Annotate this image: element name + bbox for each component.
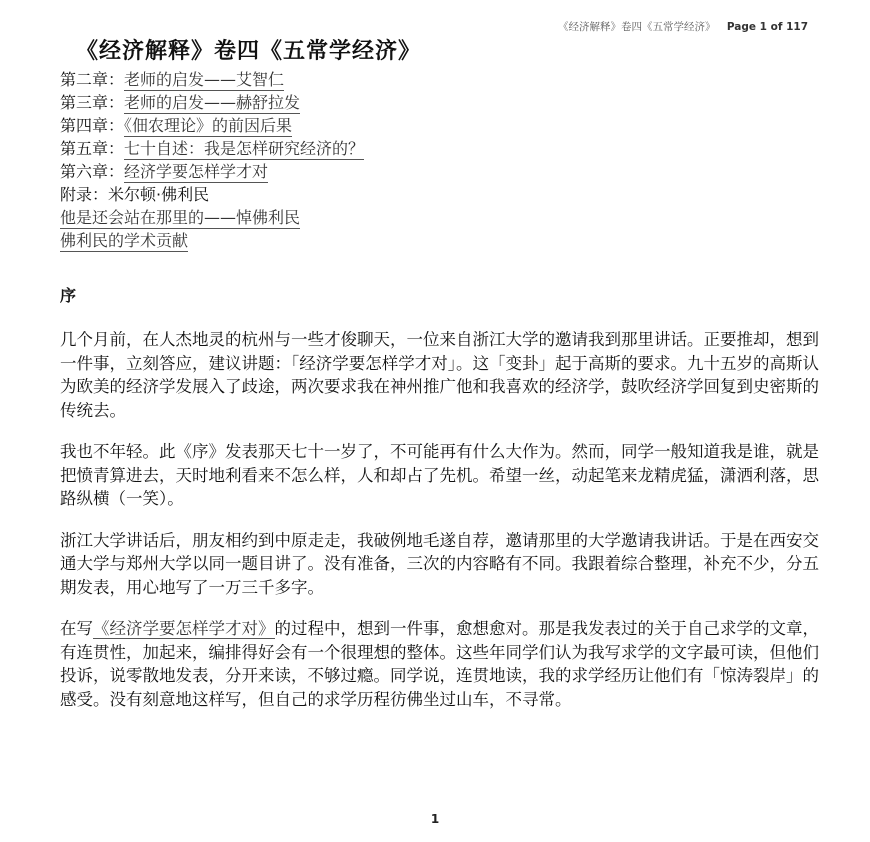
toc-appendix-heading [60, 183, 830, 206]
toc-chapter-number: 第三章： [60, 93, 125, 112]
paragraph [60, 617, 820, 711]
page-header [558, 19, 808, 34]
section-heading-preface: 序 [60, 286, 77, 305]
toc-chapter-link[interactable]: 《佃农理论》的前因后果 [124, 116, 293, 135]
inline-link-article[interactable]: 《经济学要怎样学才对》 [93, 619, 275, 638]
toc-item[interactable] [60, 91, 830, 114]
toc-chapter-number: 第六章： [60, 162, 125, 181]
toc-item[interactable] [60, 114, 830, 137]
paragraph-text: 的过程中，想到一件事，愈想愈对。那是我发表过的关于自己求学的文章，有连贯性，加起来，编排得好会有一个很理想的整体。这些年同学们认为我写求学的文字最可读，但他们投诉，说零散地发表，分开来读，不够过瘾。同学说，连贯地读，我的求学经历让他们有「惊涛裂岸」的感受。没有刻意地这样写，但自己的求学历程彷佛坐过山车，不寻常。 [60, 619, 819, 709]
toc-chapter-link[interactable]: 七十自述：我是怎样研究经济的？ [124, 139, 365, 158]
paragraph-text: 在写 [60, 619, 93, 638]
appendix-link[interactable]: 他是还会站在那里的——悼佛利民 [60, 208, 301, 227]
appendix-heading: 附录：米尔顿·佛利民 [60, 185, 210, 204]
header-book-label: 《经济解释》卷四《五常学经济》 [558, 21, 716, 33]
toc-chapter-number: 第二章： [60, 70, 125, 89]
toc-appendix-item[interactable] [60, 206, 830, 229]
header-page-label: Page 1 of 117 [726, 21, 808, 33]
document-content [60, 36, 830, 711]
toc-chapter-link[interactable]: 经济学要怎样学才对 [124, 162, 269, 181]
appendix-link[interactable]: 佛利民的学术贡献 [60, 231, 189, 250]
toc-chapter-link[interactable]: 老师的启发——艾智仁 [124, 70, 285, 89]
toc-chapter-link[interactable]: 老师的启发——赫舒拉发 [124, 93, 301, 112]
toc-item[interactable] [60, 160, 830, 183]
paragraph: 几个月前，在人杰地灵的杭州与一些才俊聊天，一位来自浙江大学的邀请我到那里讲话。正要推却，想到一件事，立刻答应，建议讲题：「经济学要怎样学才对」。这「变卦」起于高斯的要求。九十五岁的高斯认为欧美的经济学发展入了歧途，两次要求我在神州推广他和我喜欢的经济学，鼓吹经济学回复到史密斯的传统去。 [60, 330, 819, 420]
toc-item[interactable] [60, 68, 830, 91]
toc-appendix-item[interactable] [60, 229, 830, 252]
paragraph: 浙江大学讲话后，朋友相约到中原走走，我破例地毛遂自荐，邀请那里的大学邀请我讲话。于是在西安交通大学与郑州大学以同一题目讲了。没有准备，三次的内容略有不同。我跟着综合整理，补充不少，分五期发表，用心地写了一万三千多字。 [60, 530, 819, 597]
toc-item[interactable] [60, 137, 830, 160]
table-of-contents [60, 68, 830, 252]
page-number: 1 [430, 812, 440, 826]
toc-chapter-number: 第四章： [60, 116, 125, 135]
toc-chapter-number: 第五章： [60, 139, 125, 158]
document-title: 《经济解释》卷四《五常学经济》 [76, 38, 422, 64]
paragraph: 我也不年轻。此《序》发表那天七十一岁了，不可能再有什么大作为。然而，同学一般知道我是谁，就是把愤青算进去，天时地利看来不怎么样，人和却占了先机。希望一丝，动起笔来龙精虎猛，潇洒利落，思路纵横（一笑）。 [60, 442, 819, 508]
